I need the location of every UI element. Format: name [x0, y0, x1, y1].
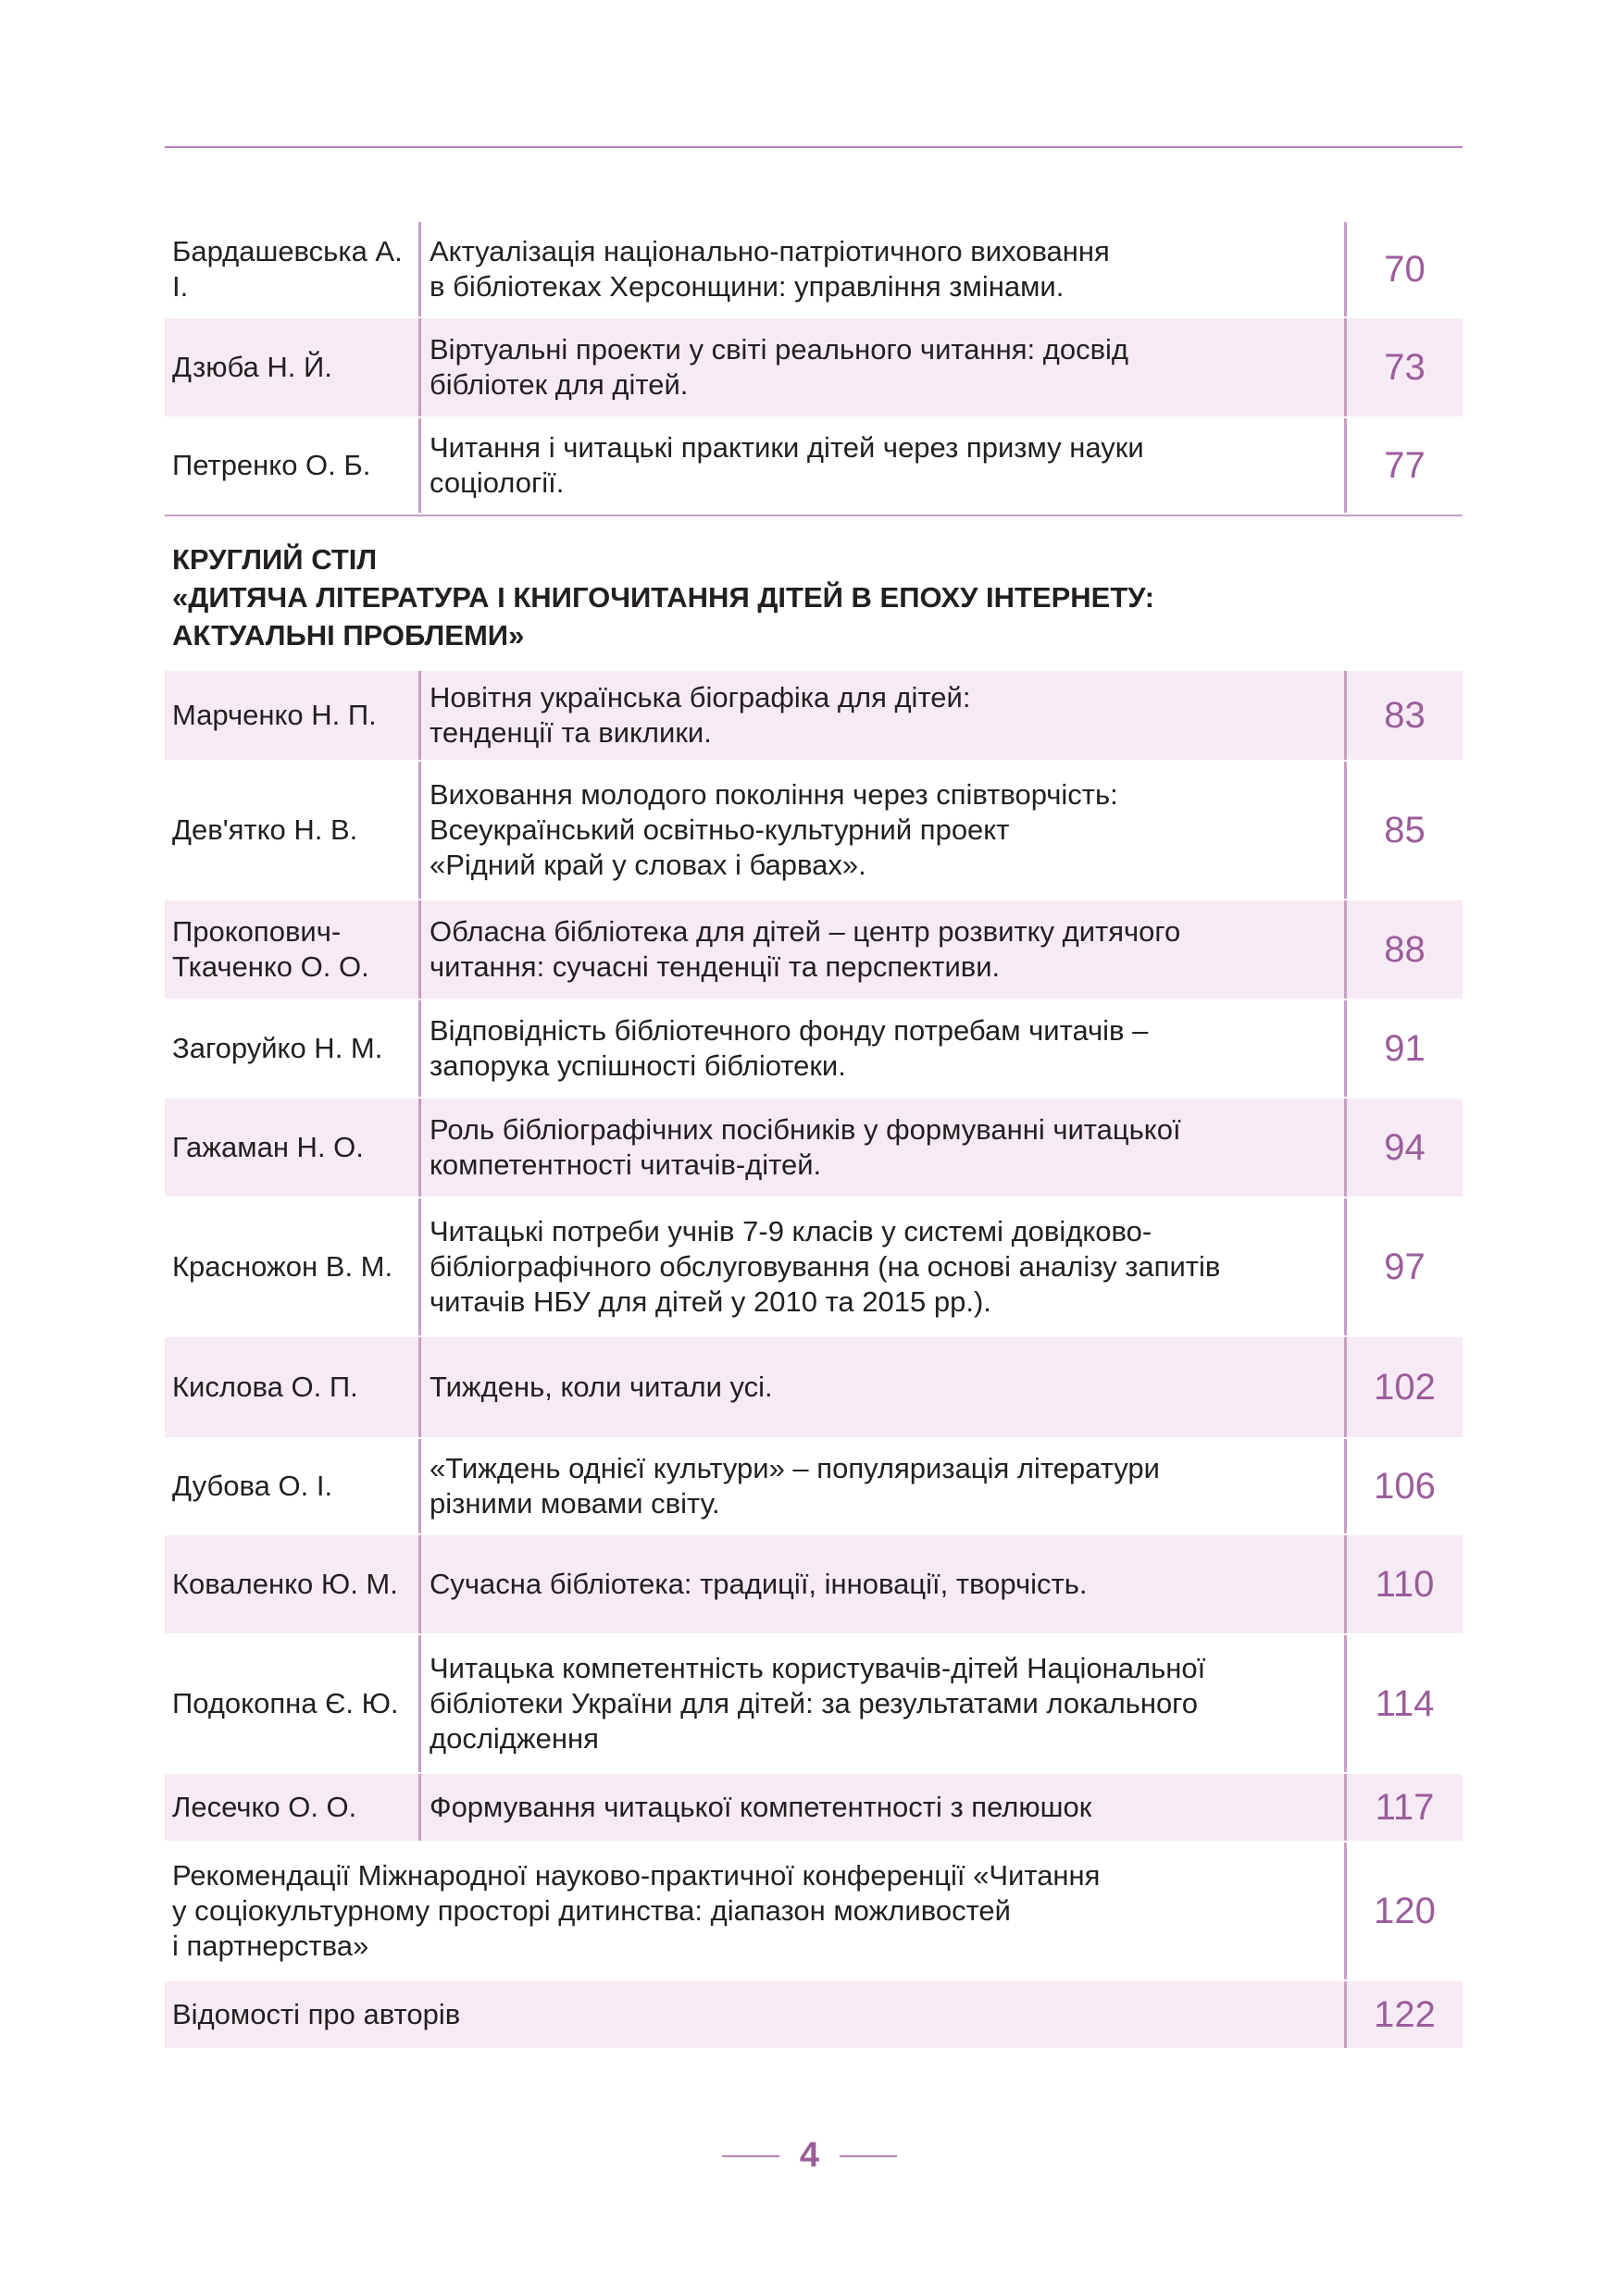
toc-title: Читацька компетентність користувачів-дітей Національної бібліотеки України для дітей: за результатами локального дослідження: [430, 1652, 1206, 1755]
toc-page: 91: [1344, 1000, 1463, 1097]
toc-title: Читацькі потреби учнів 7-9 класів у системі довідково- бібліографічного обслуговування (на основі аналізу запитів читачів НБУ для дітей у 2010 та 2015 рр.).: [430, 1215, 1221, 1318]
toc-author: Загоруйко Н. М.: [172, 1032, 383, 1064]
toc-page: 110: [1344, 1535, 1463, 1633]
toc-title-cell: [418, 1635, 1344, 1772]
footer-dash-right: [840, 2155, 897, 2157]
toc-title-cell: [418, 1439, 1344, 1533]
toc-author: Подокопна Є. Ю.: [172, 1687, 399, 1719]
toc-title-cell: [418, 671, 1344, 760]
page-number: 4: [799, 2136, 820, 2175]
toc-title: Відповідність бібліотечного фонду потребам читачів – запорука успішності бібліотеки.: [430, 1014, 1149, 1082]
toc-row: [165, 1000, 1463, 1098]
toc-page: 83: [1344, 671, 1463, 760]
toc-title: Читання і читацькі практики дітей через призму науки соціології.: [430, 431, 1144, 499]
toc-title-cell: [418, 1337, 1344, 1437]
toc-table: [165, 671, 1463, 2050]
toc-author: Гажаман Н. О.: [172, 1131, 364, 1163]
toc-row: [165, 762, 1463, 900]
toc-title: Виховання молодого покоління через співтворчість: Всеукраїнський освітньо-культурний проект «Рідний край у словах і барвах».: [430, 778, 1118, 881]
toc-page: 77: [1344, 418, 1463, 513]
toc-page: 97: [1344, 1198, 1463, 1335]
toc-title: Обласна бібліотека для дітей – центр розвитку дитячого читання: сучасні тенденції та перспективи.: [430, 915, 1181, 983]
toc-row: [165, 671, 1463, 762]
table-end-rule: [165, 515, 1463, 516]
toc-page: 106: [1344, 1439, 1463, 1533]
toc-row: [165, 1337, 1463, 1439]
toc-author: Прокопович- Ткаченко О. О.: [172, 915, 369, 983]
toc-row: [165, 222, 1463, 318]
toc-author: Петренко О. Б.: [172, 449, 371, 481]
section-heading: КРУГЛИЙ СТІЛ «ДИТЯЧА ЛІТЕРАТУРА І КНИГОЧИТАННЯ ДІТЕЙ В ЕПОХУ ІНТЕРНЕТУ: АКТУАЛЬНІ ПРОБЛЕМИ»: [172, 543, 1155, 652]
toc-row: [165, 1774, 1463, 1843]
toc-title-cell: [418, 1774, 1344, 1841]
toc-row: [165, 1535, 1463, 1635]
toc-table-top: [165, 222, 1463, 516]
toc-row: [165, 318, 1463, 418]
toc-row: [165, 900, 1463, 1000]
recommendations-text: Рекомендації Міжнародної науково-практичної конференції «Читання у соціокультурному просторі дитинства: діапазон можливостей і партнерства»: [172, 1859, 1101, 1962]
authors-info-text: Відомості про авторів: [172, 1998, 461, 2030]
footer-dash-left: [722, 2155, 779, 2157]
toc-title: Віртуальні проекти у світі реального читання: досвід бібліотек для дітей.: [430, 333, 1129, 401]
toc-author: Лесечко О. О.: [172, 1791, 357, 1823]
toc-title: Актуалізація національно-патріотичного виховання в бібліотеках Херсонщини: управління змінами.: [430, 235, 1110, 303]
toc-title-cell: [418, 1535, 1344, 1633]
toc-author: Бардашевська А. І.: [172, 235, 403, 303]
toc-page: 73: [1344, 318, 1463, 416]
toc-row: [165, 1198, 1463, 1337]
toc-title-cell: [418, 1000, 1344, 1097]
toc-title: Тиждень, коли читали усі.: [430, 1371, 773, 1403]
toc-author: Кислова О. П.: [172, 1371, 358, 1403]
page-footer: [0, 2136, 1619, 2176]
toc-row: [165, 1981, 1463, 2050]
toc-page: 70: [1344, 222, 1463, 316]
toc-title-cell: [418, 1098, 1344, 1197]
toc-title: «Тиждень однієї культури» – популяризація літератури різними мовами світу.: [430, 1452, 1160, 1520]
toc-title-cell: [418, 418, 1344, 513]
toc-author: Красножон В. М.: [172, 1250, 393, 1283]
toc-page: 120: [1344, 1843, 1463, 1980]
toc-author: Дубова О. І.: [172, 1470, 333, 1502]
header-rule: [165, 146, 1463, 148]
toc-page: 117: [1344, 1774, 1463, 1841]
toc-title-cell: [418, 318, 1344, 416]
toc-author: Дев'ятко Н. В.: [172, 813, 358, 846]
toc-title: Роль бібліографічних посібників у формуванні читацької компетентності читачів-дітей.: [430, 1113, 1181, 1181]
toc-row: [165, 1843, 1463, 1981]
toc-page: 102: [1344, 1337, 1463, 1437]
toc-row: [165, 1635, 1463, 1774]
toc-author: Марченко Н. П.: [172, 699, 377, 731]
toc-page: 122: [1344, 1981, 1463, 2048]
toc-row: [165, 1098, 1463, 1198]
toc-title: Формування читацької компетентності з пелюшок: [430, 1791, 1092, 1823]
toc-row: [165, 418, 1463, 515]
toc-page: 85: [1344, 762, 1463, 899]
toc-author: Коваленко Ю. М.: [172, 1568, 398, 1600]
toc-title: Сучасна бібліотека: традиції, інновації, творчість.: [430, 1568, 1088, 1600]
toc-title-cell: [418, 762, 1344, 899]
toc-row: [165, 1439, 1463, 1535]
toc-author: Дзюба Н. Й.: [172, 351, 332, 383]
toc-title: Новітня українська біографіка для дітей: тенденції та виклики.: [430, 681, 971, 749]
toc-title-cell: [418, 1198, 1344, 1335]
toc-page: 94: [1344, 1098, 1463, 1197]
toc-page: 88: [1344, 900, 1463, 999]
toc-title-cell: [418, 222, 1344, 316]
toc-title-cell: [418, 900, 1344, 999]
toc-page: 114: [1344, 1635, 1463, 1772]
